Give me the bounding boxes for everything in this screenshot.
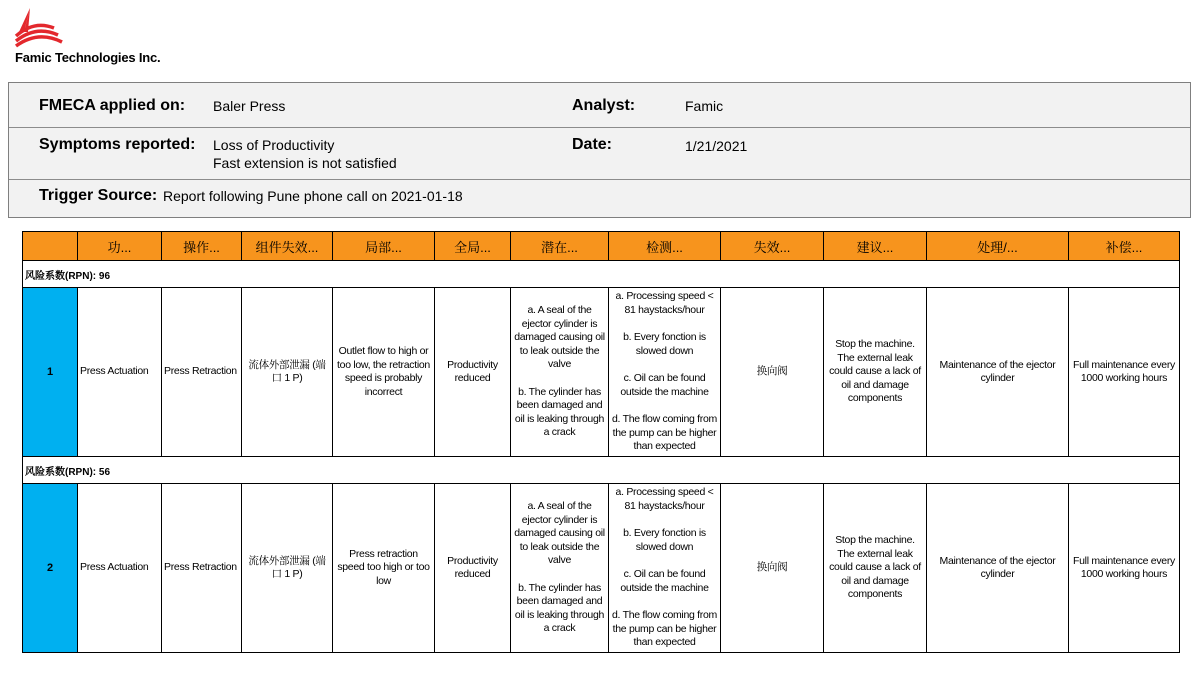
detection-d: d. The flow coming from the pump can be higher than expected [612, 413, 717, 453]
global-effect-cell: Productivity reduced [435, 288, 511, 457]
famic-logo-icon [14, 6, 74, 52]
analyst-value: Famic [685, 98, 724, 114]
recommendation-cell: Stop the machine. The external leak could cause a lack of oil and damage components [824, 484, 927, 653]
column-header[interactable]: 失效... [721, 232, 824, 261]
detection-a: a. Processing speed < 81 haystacks/hour [615, 486, 714, 512]
symptoms-line-1: Loss of Productivity [213, 137, 335, 153]
column-header[interactable]: 功... [78, 232, 162, 261]
rpn-value: 风险系数(RPN): 56 [23, 457, 1180, 484]
date-value: 1/21/2021 [685, 138, 748, 154]
fmeca-info-panel [8, 82, 1191, 218]
symptoms-label: Symptoms reported: [39, 136, 196, 153]
detection-b: b. Every fonction is slowed down [623, 527, 706, 553]
fmeca-applied-label: FMECA applied on: [39, 97, 186, 114]
treatment-cell: Maintenance of the ejector cylinder [927, 484, 1069, 653]
column-header[interactable]: 建议... [824, 232, 927, 261]
failure-component-cell: 换向阀 [721, 288, 824, 457]
operation-cell: Press Retraction [162, 288, 242, 457]
rpn-row [23, 261, 1180, 288]
detection-a: a. Processing speed < 81 haystacks/hour [615, 290, 714, 316]
company-logo [14, 6, 194, 68]
trigger-source-label: Trigger Source: [39, 187, 158, 204]
local-effect-cell: Press retraction speed too high or too low [333, 484, 435, 653]
row-number: 1 [23, 288, 78, 457]
potential-cause-b: b. The cylinder has been damaged and oil is leaking through a crack [514, 385, 605, 439]
detection-cell [609, 288, 721, 457]
detection-c: c. Oil can be found outside the machine [620, 372, 709, 398]
info-divider [9, 127, 1190, 128]
column-header[interactable]: 潜在... [511, 232, 609, 261]
component-failure-cell: 流体外部泄漏 (端口 1 P) [242, 288, 333, 457]
operation-cell: Press Retraction [162, 484, 242, 653]
analyst-label: Analyst: [572, 97, 636, 114]
global-effect-cell: Productivity reduced [435, 484, 511, 653]
column-header[interactable]: 组件失效... [242, 232, 333, 261]
trigger-source-value: Report following Pune phone call on 2021-01-18 [163, 188, 463, 204]
table-header-row [23, 232, 1180, 261]
failure-component-cell: 换向阀 [721, 484, 824, 653]
detection-b: b. Every fonction is slowed down [623, 331, 706, 357]
function-cell: Press Actuation [78, 484, 162, 653]
column-header[interactable]: 全局... [435, 232, 511, 261]
company-name: Famic Technologies Inc. [15, 50, 161, 65]
rpn-row [23, 457, 1180, 484]
function-cell: Press Actuation [78, 288, 162, 457]
potential-cause-cell [511, 288, 609, 457]
detection-cell [609, 484, 721, 653]
component-failure-cell: 流体外部泄漏 (端口 1 P) [242, 484, 333, 653]
potential-cause-b: b. The cylinder has been damaged and oil is leaking through a crack [514, 581, 605, 635]
column-header[interactable]: 补偿... [1069, 232, 1180, 261]
column-header[interactable]: 局部... [333, 232, 435, 261]
local-effect-cell: Outlet flow to high or too low, the retraction speed is probably incorrect [333, 288, 435, 457]
row-number: 2 [23, 484, 78, 653]
table-row[interactable] [23, 484, 1180, 653]
column-header[interactable]: 操作... [162, 232, 242, 261]
rpn-value: 风险系数(RPN): 96 [23, 261, 1180, 288]
recommendation-cell: Stop the machine. The external leak could cause a lack of oil and damage components [824, 288, 927, 457]
treatment-cell: Maintenance of the ejector cylinder [927, 288, 1069, 457]
fmeca-table [22, 231, 1180, 653]
potential-cause-a: a. A seal of the ejector cylinder is damaged causing oil to leak outside the valve [514, 304, 605, 371]
detection-d: d. The flow coming from the pump can be higher than expected [612, 609, 717, 649]
info-divider [9, 179, 1190, 180]
compensation-cell: Full maintenance every 1000 working hours [1069, 484, 1180, 653]
potential-cause-cell [511, 484, 609, 653]
compensation-cell: Full maintenance every 1000 working hours [1069, 288, 1180, 457]
fmeca-applied-value: Baler Press [213, 98, 286, 114]
column-header-index[interactable] [23, 232, 78, 261]
symptoms-line-2: Fast extension is not satisfied [213, 155, 397, 171]
date-label: Date: [572, 136, 613, 153]
table-row[interactable] [23, 288, 1180, 457]
detection-c: c. Oil can be found outside the machine [620, 568, 709, 594]
column-header[interactable]: 检测... [609, 232, 721, 261]
column-header[interactable]: 处理/... [927, 232, 1069, 261]
potential-cause-a: a. A seal of the ejector cylinder is damaged causing oil to leak outside the valve [514, 500, 605, 567]
